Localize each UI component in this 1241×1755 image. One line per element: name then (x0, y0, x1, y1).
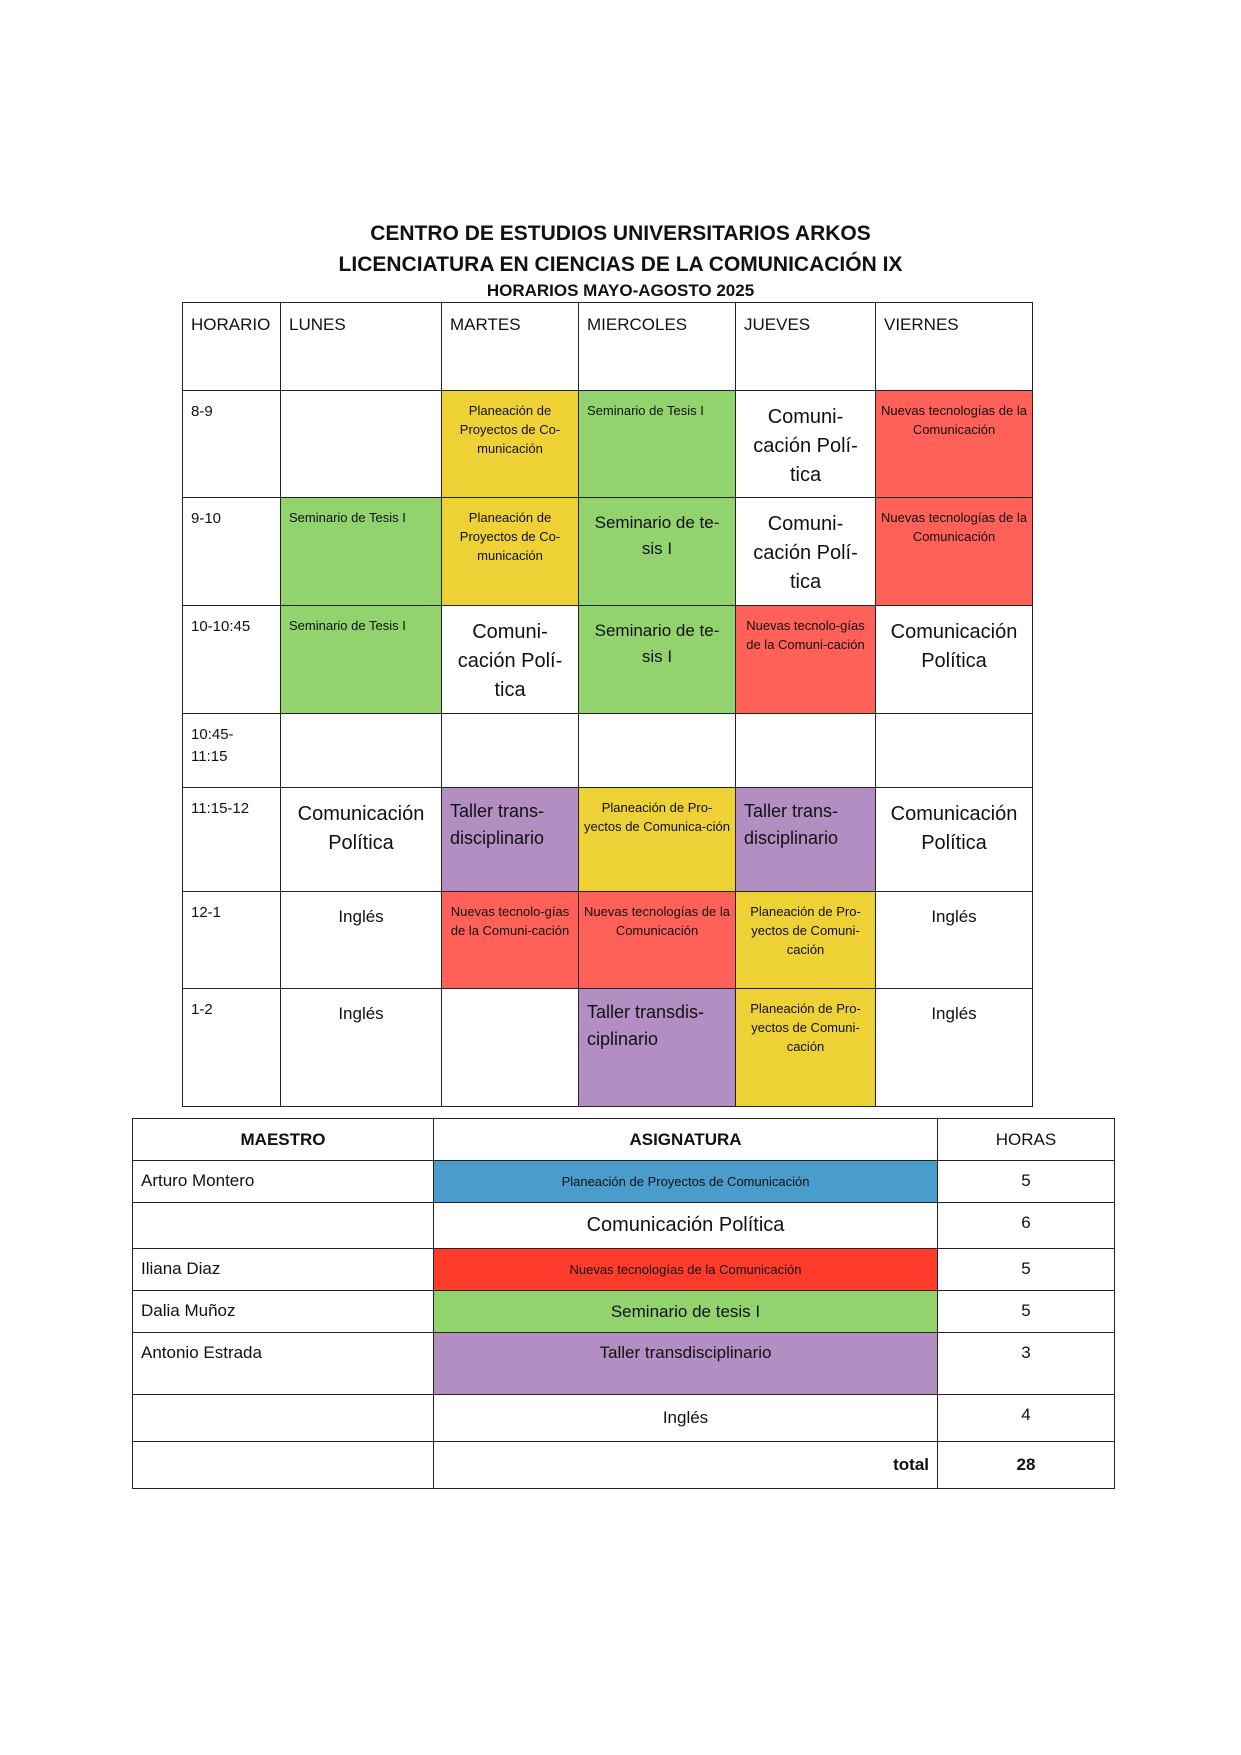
schedule-cell: Planeación de Pro-yectos de Comuni-cación (736, 989, 876, 1107)
schedule-cell: Seminario de te-sis I (579, 498, 736, 606)
schedule-row (183, 606, 1033, 714)
teacher-name: Iliana Diaz (133, 1249, 434, 1291)
schedule-period-title: HORARIOS MAYO-AGOSTO 2025 (486, 281, 755, 300)
schedule-row-break (183, 714, 1033, 788)
table-row (133, 1203, 1115, 1249)
subject-name: Inglés (434, 1395, 938, 1442)
schedule-cell (579, 714, 736, 788)
subject-hours: 5 (938, 1249, 1115, 1291)
total-hours: 28 (938, 1442, 1115, 1489)
schedule-cell (281, 391, 442, 498)
schedule-cell: Inglés (281, 892, 442, 989)
teacher-name: Dalia Muñoz (133, 1291, 434, 1333)
schedule-cell: Comuni-cación Polí-tica (736, 391, 876, 498)
schedule-cell: Inglés (281, 989, 442, 1107)
teacher-name: Antonio Estrada (133, 1333, 434, 1395)
schedule-row (183, 989, 1033, 1107)
subject-name: Nuevas tecnologías de la Comunicación (434, 1249, 938, 1291)
time-slot: 9-10 (183, 498, 281, 606)
teacher-name (133, 1395, 434, 1442)
time-slot-start: 10:45- (191, 726, 234, 743)
schedule-cell (876, 714, 1033, 788)
schedule-cell: Taller trans-disciplinario (442, 788, 579, 892)
table-row (133, 1333, 1115, 1395)
col-header-jueves: JUEVES (736, 303, 876, 391)
schedule-cell: Comuni-cación Polí-tica (736, 498, 876, 606)
schedule-cell: Seminario de Tesis I (281, 606, 442, 714)
schedule-table (182, 302, 1033, 1107)
teacher-name: Arturo Montero (133, 1161, 434, 1203)
schedule-header-row (183, 303, 1033, 391)
schedule-cell: Inglés (876, 892, 1033, 989)
schedule-cell: Comunicación Política (876, 788, 1033, 892)
subject-name: Planeación de Proyectos de Comunicación (434, 1161, 938, 1203)
time-slot: 8-9 (183, 391, 281, 498)
time-slot (183, 714, 281, 788)
schedule-cell: Nuevas tecnolo-gías de la Comuni-cación (736, 606, 876, 714)
subject-hours: 4 (938, 1395, 1115, 1442)
schedule-cell: Planeación de Proyectos de Co-municación (442, 391, 579, 498)
schedule-row (183, 892, 1033, 989)
subject-hours: 6 (938, 1203, 1115, 1249)
schedule-row (183, 391, 1033, 498)
document-title-block (0, 218, 1241, 302)
schedule-cell: Planeación de Proyectos de Co-municación (442, 498, 579, 606)
schedule-cell: Nuevas tecnolo-gías de la Comuni-cación (442, 892, 579, 989)
schedule-cell: Comunicación Política (876, 606, 1033, 714)
col-header-martes: MARTES (442, 303, 579, 391)
table-row (133, 1161, 1115, 1203)
schedule-cell: Nuevas tecnologías de la Comunicación (876, 498, 1033, 606)
schedule-cell (442, 989, 579, 1107)
time-slot-end: 11:15 (191, 748, 228, 765)
col-header-viernes: VIERNES (876, 303, 1033, 391)
schedule-cell: Taller trans-disciplinario (736, 788, 876, 892)
table-row (133, 1249, 1115, 1291)
subject-hours: 3 (938, 1333, 1115, 1395)
table-row (133, 1291, 1115, 1333)
schedule-cell: Seminario de te-sis I (579, 606, 736, 714)
subject-name: Seminario de tesis I (434, 1291, 938, 1333)
schedule-cell: Inglés (876, 989, 1033, 1107)
subject-hours: 5 (938, 1291, 1115, 1333)
schedule-row (183, 788, 1033, 892)
subject-name: Comunicación Política (434, 1203, 938, 1249)
time-slot: 10-10:45 (183, 606, 281, 714)
total-empty-cell (133, 1442, 434, 1489)
teachers-header-row (133, 1119, 1115, 1161)
institution-title: CENTRO DE ESTUDIOS UNIVERSITARIOS ARKOS (370, 222, 871, 245)
col-header-horario: HORARIO (183, 303, 281, 391)
col-header-maestro: MAESTRO (133, 1119, 434, 1161)
subject-name: Taller transdisciplinario (434, 1333, 938, 1395)
subject-hours: 5 (938, 1161, 1115, 1203)
schedule-cell: Planeación de Pro-yectos de Comuni-cación (736, 892, 876, 989)
table-row (133, 1395, 1115, 1442)
schedule-cell: Nuevas tecnologías de la Comunicación (579, 892, 736, 989)
schedule-cell: Planeación de Pro-yectos de Comunica-ción (579, 788, 736, 892)
time-slot: 12-1 (183, 892, 281, 989)
col-header-lunes: LUNES (281, 303, 442, 391)
schedule-cell: Seminario de Tesis I (281, 498, 442, 606)
schedule-cell: Taller transdis-ciplinario (579, 989, 736, 1107)
time-slot: 1-2 (183, 989, 281, 1107)
col-header-asignatura: ASIGNATURA (434, 1119, 938, 1161)
col-header-miercoles: MIERCOLES (579, 303, 736, 391)
program-title: LICENCIATURA EN CIENCIAS DE LA COMUNICACIÓN IX (338, 253, 903, 276)
schedule-cell: Nuevas tecnologías de la Comunicación (876, 391, 1033, 498)
teachers-table (132, 1118, 1115, 1489)
time-slot: 11:15-12 (183, 788, 281, 892)
col-header-horas: HORAS (938, 1119, 1115, 1161)
total-label: total (434, 1442, 938, 1489)
schedule-cell (281, 714, 442, 788)
schedule-cell (442, 714, 579, 788)
schedule-cell: Seminario de Tesis I (579, 391, 736, 498)
total-row (133, 1442, 1115, 1489)
schedule-cell (736, 714, 876, 788)
schedule-row (183, 498, 1033, 606)
teacher-name (133, 1203, 434, 1249)
schedule-cell: Comunicación Política (281, 788, 442, 892)
schedule-cell: Comuni-cación Polí-tica (442, 606, 579, 714)
